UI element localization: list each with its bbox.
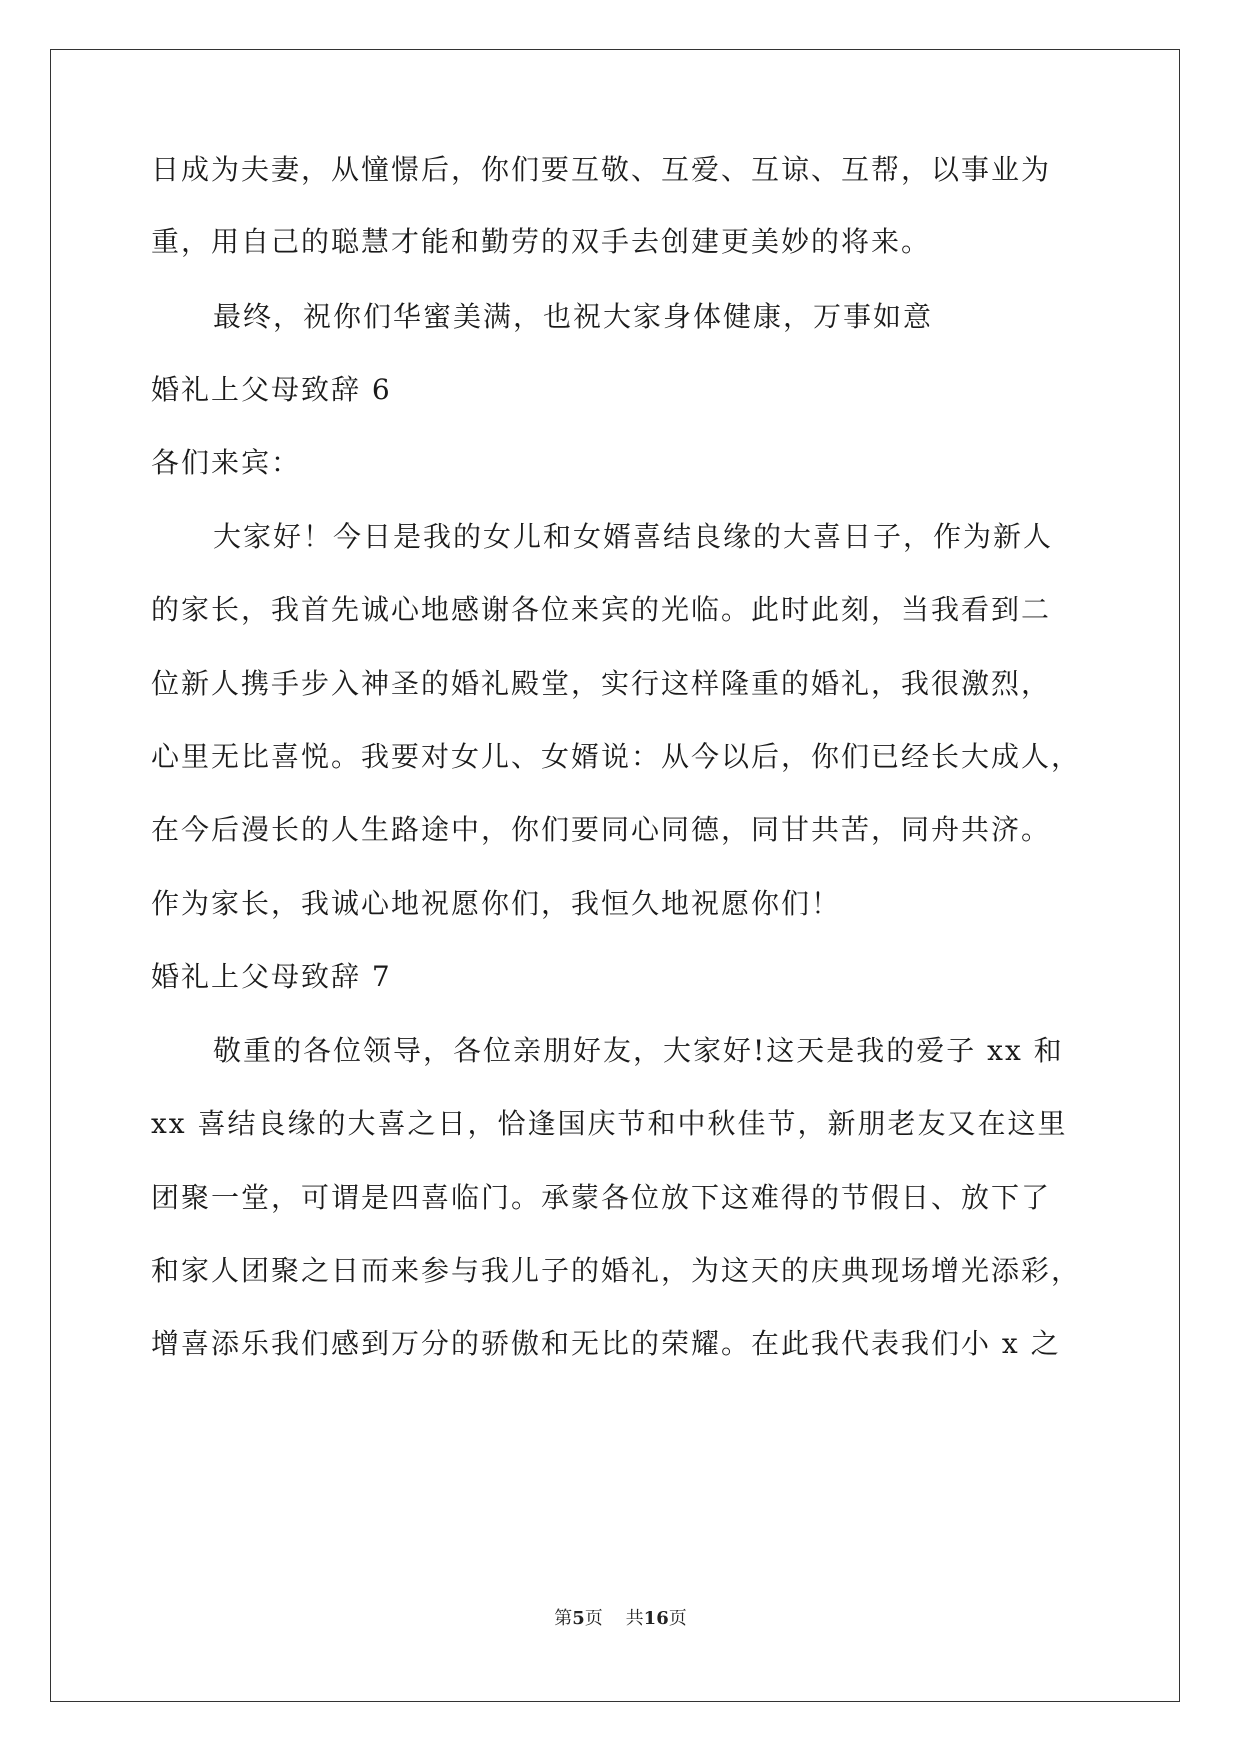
paragraph-line: 的家长，我首先诚心地感谢各位来宾的光临。此时此刻，当我看到二 xyxy=(151,593,1052,626)
paragraph-line: 和家人团聚之日而来参与我儿子的婚礼，为这天的庆典现场增光添彩， xyxy=(151,1254,1082,1287)
total-prefix: 共 xyxy=(625,1608,644,1629)
paragraph-line: 位新人携手步入神圣的婚礼殿堂，实行这样隆重的婚礼，我很激烈， xyxy=(151,667,1052,700)
page-total: 16 xyxy=(643,1608,669,1629)
salutation: 各们来宾： xyxy=(151,446,302,479)
paragraph-line: 在今后漫长的人生路途中，你们要同心同德，同甘共苦，同舟共济。 xyxy=(151,813,1052,846)
paragraph-line: 大家好！今日是我的女儿和女婿喜结良缘的大喜日子，作为新人 xyxy=(213,520,1054,553)
paragraph-line: xx 喜结良缘的大喜之日，恰逢国庆节和中秋佳节，新朋老友又在这里 xyxy=(151,1107,1068,1140)
paragraph-line: 日成为夫妻，从憧憬后，你们要互敬、互爱、互谅、互帮，以事业为 xyxy=(151,153,1052,186)
paragraph-line: 心里无比喜悦。我要对女儿、女婿说：从今以后，你们已经长大成人， xyxy=(151,740,1082,773)
page-footer xyxy=(0,1607,1241,1631)
total-suffix: 页 xyxy=(668,1608,687,1629)
paragraph-line: 最终，祝你们华蜜美满，也祝大家身体健康，万事如意 xyxy=(213,300,934,333)
paragraph-line: 敬重的各位领导，各位亲朋好友，大家好!这天是我的爱子 xx 和 xyxy=(213,1034,1064,1067)
page-prefix: 第 xyxy=(554,1608,573,1629)
paragraph-line: 重，用自己的聪慧才能和勤劳的双手去创建更美妙的将来。 xyxy=(151,225,932,258)
page-current: 5 xyxy=(572,1608,585,1629)
paragraph-line: 作为家长，我诚心地祝愿你们，我恒久地祝愿你们！ xyxy=(151,887,842,920)
paragraph-line: 增喜添乐我们感到万分的骄傲和无比的荣耀。在此我代表我们小 x 之 xyxy=(151,1327,1061,1360)
paragraph-line: 团聚一堂，可谓是四喜临门。承蒙各位放下这难得的节假日、放下了 xyxy=(151,1181,1052,1214)
section-heading: 婚礼上父母致辞 7 xyxy=(151,960,392,993)
page-suffix: 页 xyxy=(584,1608,603,1629)
section-heading: 婚礼上父母致辞 6 xyxy=(151,373,392,406)
